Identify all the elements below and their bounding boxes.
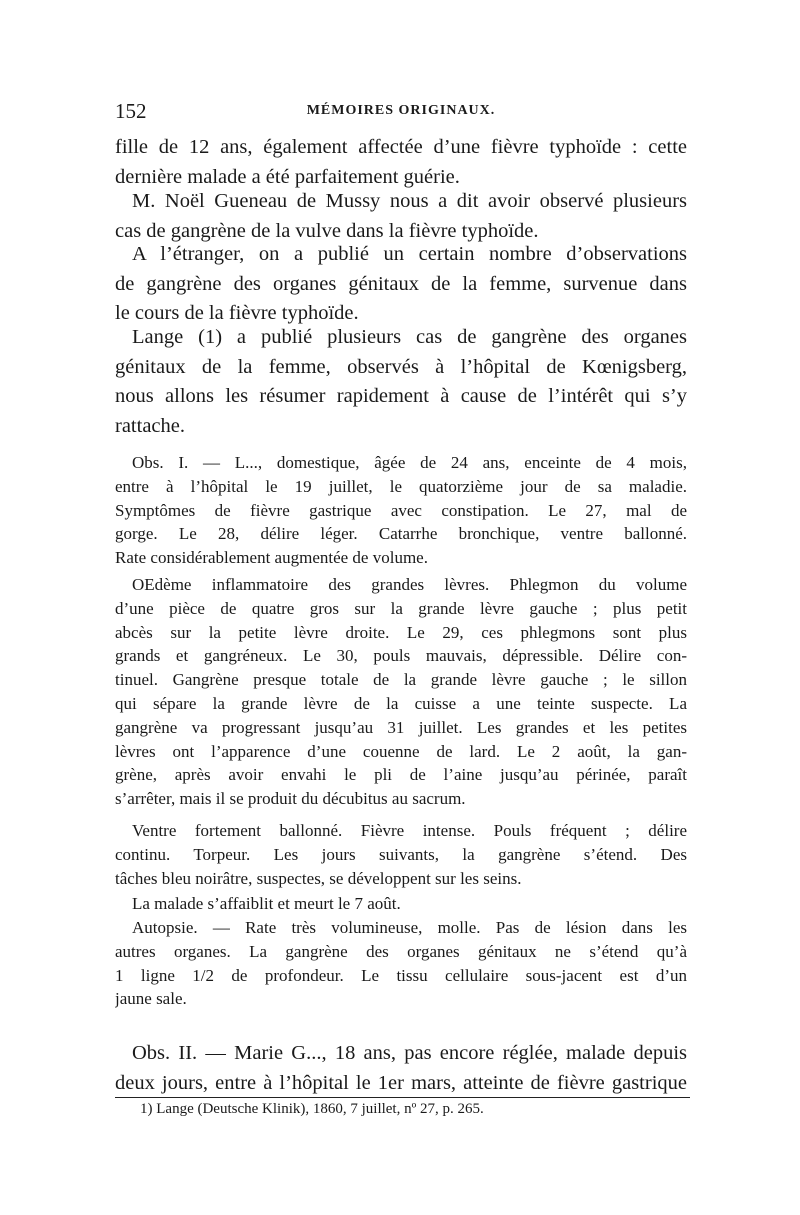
paragraph [115,133,687,192]
text-line: continu. Torpeur. Les jours suivants, la gangrène s’étend. Des [115,844,687,864]
text-line: qui sépare la grande lèvre de la cuisse a une teinte suspecte. La [115,693,687,713]
paragraph [115,240,687,329]
observation-2 [115,1039,687,1098]
text-line: OEdème inflammatoire des grandes lèvres. Phlegmon du volume [132,575,687,594]
footnote-divider [115,1097,690,1098]
text-line: Lange (1) a publié plusieurs cas de gangrène des organes [132,326,687,348]
observation-1-para [115,573,687,811]
text-line: tâches bleu noirâtre, suspectes, se développent sur les seins. [115,868,522,888]
text-line: gangrène va progressant jusqu’au 31 juillet. Les grandes et les petites [115,717,687,737]
text-line: entre à l’hôpital le 19 juillet, le quatorzième jour de sa maladie. [115,476,687,496]
text-line: nous allons les résumer rapidement à cause de l’intérêt qui s’y [115,385,687,408]
text-line: s’arrêter, mais il se produit du décubitus au sacrum. [115,789,466,809]
text-line: Rate considérablement augmentée de volume. [115,548,428,568]
text-line: deux jours, entre à l’hôpital le 1er mars, atteinte de fièvre gastrique [115,1071,687,1094]
text-line: rattache. [115,414,185,437]
paragraph [115,187,687,246]
text-line: grène, après avoir envahi le pli de l’aine jusqu’au périnée, paraît [115,765,687,785]
observation-1-autopsy [115,916,687,1011]
text-line: A l’étranger, on a publié un certain nombre d’observations [132,243,687,265]
text-line: La malade s’affaiblit et meurt le 7 août. [132,894,401,913]
text-line: Obs. I. — L..., domestique, âgée de 24 ans, enceinte de 4 mois, [132,453,687,472]
text-line: Ventre fortement ballonné. Fièvre intense. Pouls fréquent ; délire [132,821,687,840]
text-line: tinuel. Gangrène presque totale de la grande lèvre gauche ; le sillon [115,670,687,690]
text-line: autres organes. La gangrène des organes génitaux ne s’étend qu’à [115,941,687,961]
page-header [115,99,687,125]
text-line: fille de 12 ans, également affectée d’une fièvre typhoïde : cette [115,136,687,158]
running-head: MÉMOIRES ORIGINAUX. [306,103,496,118]
text-line: de gangrène des organes génitaux de la femme, survenue dans [115,272,687,295]
text-line: génitaux de la femme, observés à l’hôpital de Kœnigsberg, [115,355,687,378]
text-line: M. Noël Gueneau de Mussy nous a dit avoir observé plusieurs [132,190,687,212]
text-line: cas de gangrène de la vulve dans la fièvre typhoïde. [115,219,539,242]
text-line: Symptômes de fièvre gastrique avec constipation. Le 27, mal de [115,500,687,520]
text-line: gorge. Le 28, délire léger. Catarrhe bronchique, ventre ballonné. [115,524,687,544]
text-line: le cours de la fièvre typhoïde. [115,302,359,325]
observation-1-para [115,819,687,890]
text-line: Obs. II. — Marie G..., 18 ans, pas encore réglée, malade depuis [132,1042,687,1064]
footnote: 1) Lange (Deutsche Klinik), 1860, 7 juillet, nº 27, p. 265. [140,1101,484,1117]
paragraph [115,323,687,441]
text-line: lèvres ont l’apparence d’une couenne de lard. Le 2 août, la gan- [115,741,687,761]
text-line: Autopsie. — Rate très volumineuse, molle. Pas de lésion dans les [132,918,687,937]
text-line: grands et gangréneux. Le 30, pouls mauvais, dépressible. Délire con- [115,646,687,666]
text-line: jaune sale. [115,989,187,1009]
page-number: 152 [115,99,147,123]
observation-1-para [115,892,687,916]
observation-1-intro [115,451,687,570]
text-line: abcès sur la petite lèvre droite. Le 29, ces phlegmons sont plus [115,622,687,642]
text-line: 1 ligne 1/2 de profondeur. Le tissu cellulaire sous-jacent est d’un [115,965,687,985]
text-line: d’une pièce de quatre gros sur la grande lèvre gauche ; plus petit [115,598,687,618]
text-line: dernière malade a été parfaitement guérie. [115,165,460,188]
